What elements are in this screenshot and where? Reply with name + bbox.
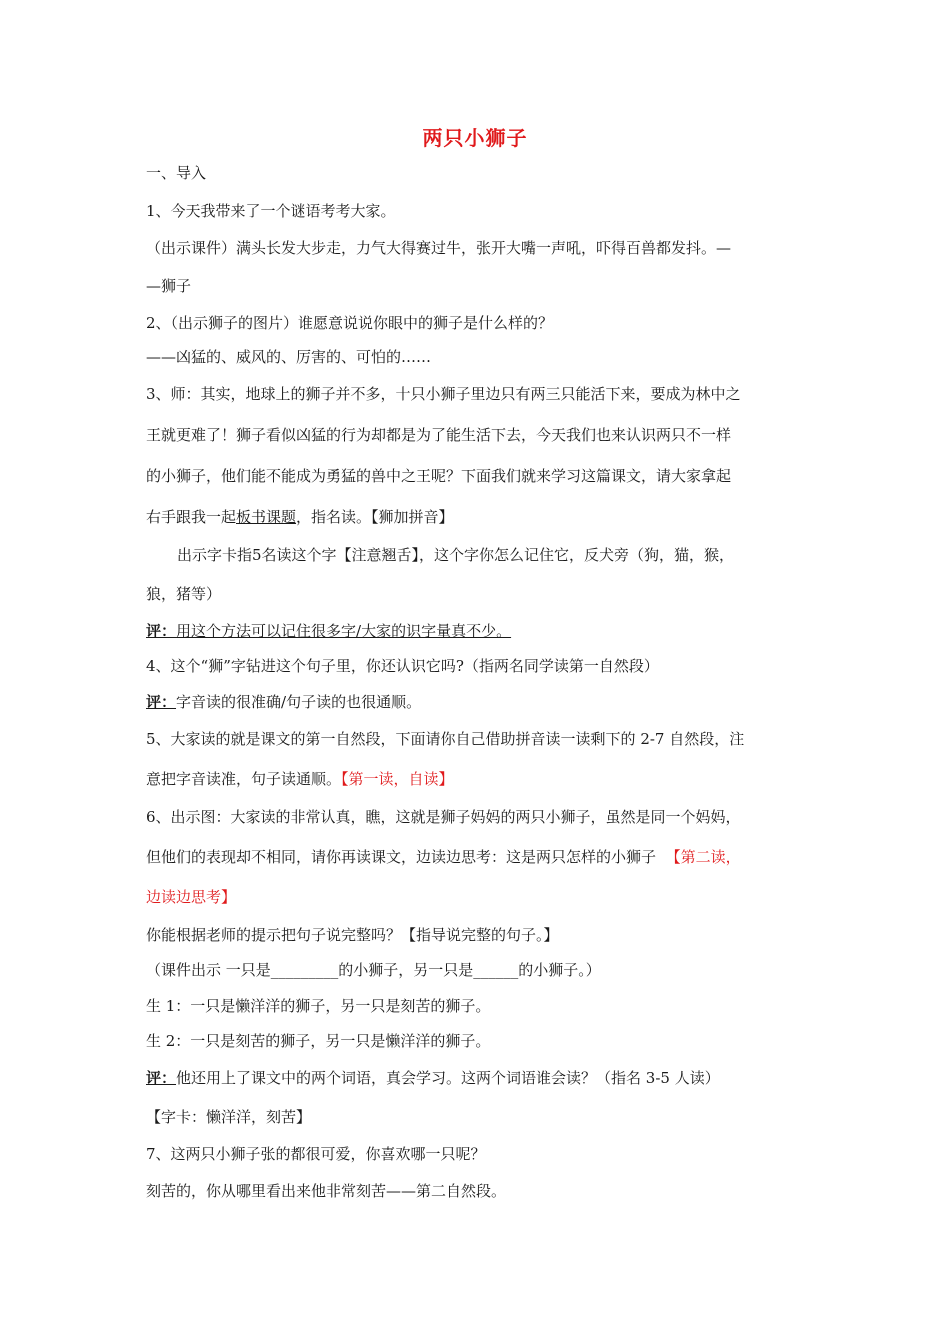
paragraph-line: 7、这两只小狮子张的都很可爱，你喜欢哪一只呢？ [146,1145,486,1163]
text-span: 右手跟我一起 [146,508,237,526]
paragraph-line: 出示字卡指5名读这个字【注意翘舌】，这个字你怎么记住它，反犬旁（狗，猫，猴， [177,546,735,564]
document-title: 两只小狮子 [422,126,528,150]
evaluation-line [146,1068,720,1088]
paragraph-line: （课件出示 一只是_________的小狮子，另一只是______的小狮子。） [146,961,601,979]
underlined-text: 板书课题 [236,508,297,526]
evaluation-line [146,692,421,712]
reading-note: 【第一读，自读】 [341,770,454,788]
paragraph-line: 的小狮子，他们能不能成为勇猛的兽中之王呢？下面我们就来学习这篇课文，请大家拿起 [146,467,732,485]
paragraph-line: （出示课件）满头长发大步走，力气大得赛过牛，张开大嘴一声吼，吓得百兽都发抖。— [146,239,732,257]
paragraph-line: 5、大家读的就是课文的第一自然段，下面请你自己借助拼音读一读剩下的 2-7 自然段，注 [146,730,745,748]
paragraph-line: 生 1：一只是懒洋洋的狮子，另一只是刻苦的狮子。 [146,997,491,1015]
evaluation-line [146,621,511,641]
reading-note: 边读边思考】 [146,888,237,906]
paragraph-line: 3、师：其实，地球上的狮子并不多，十只小狮子里边只有两三只能活下来，要成为林中之 [146,385,741,403]
text-span: 意把字音读准，句子读通顺。 [146,770,342,788]
paragraph-line: 狼，猪等） [146,585,222,603]
section-heading: 一、导入 [146,164,207,182]
paragraph-line [146,847,741,867]
paragraph-line: ——凶猛的、威风的、厉害的、可怕的…… [146,348,432,366]
paragraph-line [146,507,454,527]
paragraph-line: —狮子 [146,277,192,295]
text-span: ，指名读。【狮加拼音】 [296,508,454,526]
paragraph-line: 【字卡：懒洋洋，刻苦】 [146,1108,312,1126]
evaluation-text: 用这个方法可以记住很多字/大家的识字量真不少。 [176,622,512,640]
evaluation-text: 字音读的很准确/句子读的也很通顺。 [176,693,422,711]
paragraph-line: 2、（出示狮子的图片）谁愿意说说你眼中的狮子是什么样的？ [146,314,554,332]
evaluation-text: 他还用上了课文中的两个词语，真会学习。这两个词语谁会读？（指名 3-5 人读） [176,1069,720,1087]
text-span: 但他们的表现却不相同，请你再读课文，边读边思考：这是两只怎样的小狮子 [146,848,657,866]
paragraph-line: 王就更难了！狮子看似凶猛的行为却都是为了能生活下去，今天我们也来认识两只不一样 [146,426,732,444]
evaluation-label: 评： [146,1069,177,1087]
evaluation-label: 评： [146,693,177,711]
paragraph-line: 6、出示图：大家读的非常认真，瞧，这就是狮子妈妈的两只小狮子，虽然是同一个妈妈， [146,808,741,826]
paragraph-line: 4、这个“狮”字钻进这个句子里，你还认识它吗?（指两名同学读第一自然段） [146,657,659,675]
reading-note: 【第二读， [665,848,741,866]
paragraph-line: 你能根据老师的提示把句子说完整吗？【指导说完整的句子。】 [146,926,559,944]
paragraph-line: 1、今天我带来了一个谜语考考大家。 [146,202,396,220]
evaluation-label: 评： [146,622,177,640]
paragraph-line: 生 2：一只是刻苦的狮子，另一只是懒洋洋的狮子。 [146,1032,491,1050]
paragraph-line: 刻苦的，你从哪里看出来他非常刻苦——第二自然段。 [146,1182,507,1200]
paragraph-line [146,769,454,789]
